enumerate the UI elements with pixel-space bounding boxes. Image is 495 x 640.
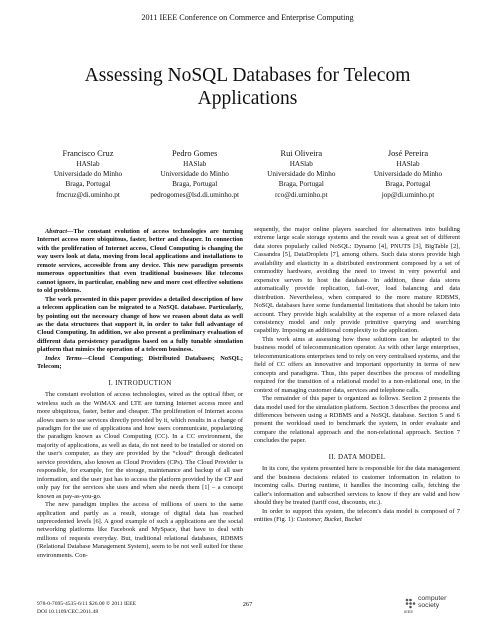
index-terms-text: —Cloud Computing; Distributed Databases; NoSQL; Telecom; xyxy=(37,354,243,371)
author-lab: HASlab xyxy=(183,160,207,168)
logo-line-society: society xyxy=(418,601,440,609)
author-university: Universidade do Minho xyxy=(373,170,443,179)
author-name: Rui Oliveira xyxy=(280,149,323,158)
section-heading-data-model: II. DATA MODEL xyxy=(328,452,386,461)
page-number: 267 xyxy=(242,601,253,608)
computer-society-logo xyxy=(404,596,460,618)
author-email: pedrogomes@lsd.di.uminho.pt xyxy=(150,190,239,199)
footer-doi: DOI 10.1109/CEC.2011.48 xyxy=(37,608,99,615)
author-email: rco@di.uminho.pt xyxy=(275,190,328,199)
abstract xyxy=(37,228,243,355)
paper-title xyxy=(40,64,455,110)
data-model-paragraph-2 xyxy=(254,508,460,525)
author-2 xyxy=(143,148,247,200)
author-email: jop@di.uminho.pt xyxy=(381,190,435,199)
left-column xyxy=(37,228,243,560)
section-heading-introduction: I. INTRODUCTION xyxy=(108,378,172,387)
data-model-paragraph-1: In its core, the system presented here is responsible for the data management and the business decisions related to customer information in relation to incoming calls. During runtime, it handles the incoming calls, fetching the caller's information and subscribed services to know if they are valid and how should they be treated (tariff cost, discounts, etc.). xyxy=(254,465,460,507)
title-line-1: Assessing NoSQL Databases for Telecom xyxy=(84,65,411,86)
body-paragraph-continued: sequently, the major online players searched for alternatives into building extreme large scale storage systems and the result was a great set of different data stores popularly called NoSQL: Dynamo [4], PNUTS [3], BigTable [2], Cassandra [5], DataDroplets [7], among others. Such data stores provide high availability and elasticity in a distributed environment composed by a set of commodity hardware, avoiding the need to invest in very powerful and expensive servers to host the database. In addition, these data stores automatically provide replication, fail-over, load balancing and data distribution. Nevertheless, when compared to the more mature RDBMS, NoSQL databases have some fundamental limitations that should be taken into account. They provide high scalability at the expense of a more relaxed data consistency model and only provide primitive querying and searching capability. Imposing an additional complexity to the application. xyxy=(254,226,460,335)
intro-paragraph-1: The constant evolution of access technologies, wired as the optical fiber, or wireless such as the WiMAX and LTE are turning Internet access more and more ubiquitous, faster, better and cheaper. The proliferation of Internet access allows users to use services directly provided by it, which results in a change of paradigm for the use of applications and how users communicate, popularizing the paradigm known as Cloud Computing (CC). In a CC environment, the majority of applications, as well as data, do not need to be installed or stored on the user's computer, as they are provided by the “cloud” through dedicated service providers, also known as Cloud Providers (CPs). The Cloud Provider is responsible, for example, for the storage, maintenance and backup of all user information, and the user just has to access the platform provided by the CP and only pay for the services she uses and when she needs them [1] – a concept known as pay-as-you-go. xyxy=(37,391,243,500)
abstract-paragraph-2: The work presented in this paper provides a detailed description of how a telecom application can be migrated to a NoSQL database. Particularly, by pointing out the necessary change of how we reason about data as well as the data structures that support it, in order to take full advantage of Cloud Computing. In addition, we also present a preliminary evaluation of different data persistency paradigms based on a fully tunable simulation platform that mimics the operation of a telecom business. xyxy=(37,295,243,354)
author-city: Braga, Portugal xyxy=(278,180,324,189)
footer-isbn: 978-0-7695-4535-6/11 $26.00 © 2011 IEEE xyxy=(37,601,137,607)
author-block xyxy=(36,148,460,200)
logo-ieee: IEEE xyxy=(404,609,414,614)
author-name: Francisco Cruz xyxy=(62,149,114,158)
conference-header: 2011 IEEE Conference on Commerce and Enterprise Computing xyxy=(141,13,354,22)
author-name: José Pereira xyxy=(387,149,429,158)
abstract-text-1: —The constant evolution of access technologies are turning Internet access more ubiquitous, faster, better and cheaper. In connection with the proliferation of Internet access, Cloud Computing is changing the way users look at data, moving from local applications and installations to remote services, accessible from any device. This new paradigm presents numerous opportunities that even traditional businesses like telecoms cannot ignore, in particular, enabling new and more cost effective solutions to old problems. xyxy=(37,228,243,295)
author-city: Braga, Portugal xyxy=(172,180,218,189)
logo-text xyxy=(418,596,446,609)
body-paragraph-organization: The remainder of this paper is organized as follows. Section 2 presents the data model used for the simulation platform. Section 3 describes the process and differences between using a RDBMS and a NoSQL database. Section 5 and 6 present the workload used to benchmark the system, in order evaluate and compare the relational approach and the non-relational approach. Section 7 concludes the paper. xyxy=(254,395,460,445)
author-lab: HASlab xyxy=(289,160,313,168)
author-city: Braga, Portugal xyxy=(385,180,431,189)
author-3 xyxy=(249,148,353,200)
author-university: Universidade do Minho xyxy=(160,170,229,179)
author-lab: HASlab xyxy=(396,160,420,168)
index-terms-label: Index Terms xyxy=(45,354,82,362)
author-lab: HASlab xyxy=(76,160,100,168)
logo-line-computer: computer xyxy=(418,595,447,602)
author-university: Universidade do Minho xyxy=(267,170,336,179)
author-email: fmcruz@di.uminho.pt xyxy=(56,190,120,199)
intro-paragraph-2: The new paradigm implies the access of millions of users to the same application and partly as a result, storage of digital data has reached unprecedented levels [6]. A good example of such a applications are the social networking platforms like Facebook and MySpace, that have to deal with millions of requests everyday. But, traditional relational databases, RDBMS (Relational Database Management System), seem to be not well suited for these environments. Con- xyxy=(37,501,243,559)
author-university: Universidade do Minho xyxy=(53,170,123,179)
author-1 xyxy=(36,148,140,200)
index-terms xyxy=(37,355,243,372)
abstract-paragraph-1 xyxy=(37,228,243,296)
body-paragraph-aims: This work aims at assessing how these solutions can be adapted to the business model of telecommunication operator. As with other large enterprises, telecommunications enterprises tend to rely on very centralised systems, and the field of CC offers an innovative and important opportunity in terms of new concepts and paradigms. Thus, this paper describes the process of modelling required for the transition of a relational model to a non-relational one, in the context of managing customer data, services and telephone calls. xyxy=(254,335,460,394)
right-column xyxy=(254,226,460,524)
author-city: Braga, Portugal xyxy=(65,180,111,189)
data-model-entities: Customer, Bucket, Bucket xyxy=(296,515,362,523)
author-4 xyxy=(356,148,460,200)
computer-society-icon xyxy=(404,597,416,609)
data-model-text: In order to support this system, the telecom's data model is composed of 7 entities (Fig. 1): xyxy=(254,507,460,523)
title-line-2: Applications xyxy=(197,88,298,109)
abstract-label: Abstract xyxy=(45,228,68,235)
author-name: Pedro Gomes xyxy=(171,149,218,158)
